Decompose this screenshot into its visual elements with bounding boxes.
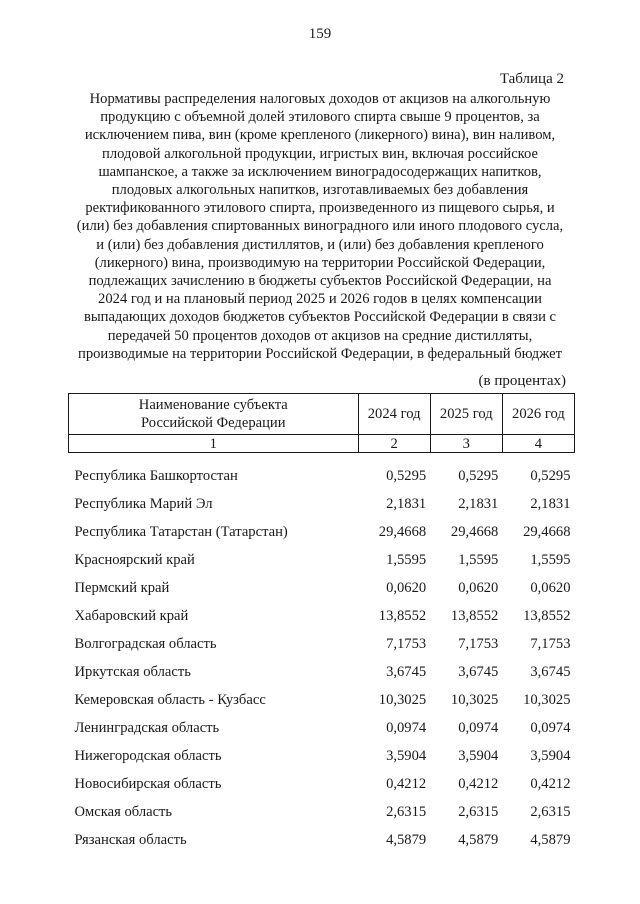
value-2025: 10,3025 [450,691,499,708]
value-2024: 0,0620 [386,579,427,596]
value-2025: 2,1831 [458,495,499,512]
value-2026: 29,4668 [523,523,571,540]
table-spacer [69,453,575,463]
value-2024: 2,6315 [386,803,427,820]
units-note: (в процентах) [478,373,566,389]
table-row [69,602,575,630]
value-2026: 13,8552 [523,607,571,624]
table-row [69,574,575,602]
region-name: Республика Башкортостан [74,467,238,484]
region-name: Новосибирская область [74,775,222,792]
value-2025: 4,5879 [458,831,499,848]
table-row [69,826,575,854]
value-2026: 2,1831 [530,495,571,512]
page-number: 159 [308,26,332,42]
title-line: выпадающих доходов бюджетов субъектов Российской Федерации в связи с [83,309,557,326]
title-line: передачей 50 процентов доходов от акцизов на средние дистилляты, [107,327,533,344]
region-name: Нижегородская область [74,747,222,764]
table-row [69,630,575,658]
region-name: Волгоградская область [74,635,217,652]
region-name: Хабаровский край [74,607,189,624]
table-label: Таблица 2 [499,71,564,87]
value-2025: 0,0974 [458,719,499,736]
value-2026: 10,3025 [523,691,571,708]
region-name: Рязанская область [74,831,187,848]
value-2025: 29,4668 [450,523,499,540]
value-2024: 3,6745 [386,663,427,680]
table-row [69,742,575,770]
header-year-2024: 2024 год [358,394,430,435]
title-line: шампанское, а также за исключением виноградосодержащих напитков, [98,163,542,180]
region-name: Республика Марий Эл [74,495,213,512]
title-line: подлежащих зачислению в бюджеты субъектов Российской Федерации, на [88,273,552,290]
value-2025: 7,1753 [458,635,499,652]
value-2025: 3,5904 [458,747,499,764]
value-2024: 13,8552 [378,607,427,624]
value-2024: 2,1831 [386,495,427,512]
title-line: исключением пива, вин (кроме крепленого (ликерного) вина), вин наливом, [84,127,556,144]
table-row [69,518,575,546]
value-2025: 1,5595 [458,551,499,568]
value-2025: 13,8552 [450,607,499,624]
value-2024: 1,5595 [386,551,427,568]
title-line: (ликерного) вина, производимую на территории Российской Федерации, [94,254,546,271]
value-2025: 0,0620 [458,579,499,596]
value-2024: 7,1753 [386,635,427,652]
column-number: 4 [502,435,574,453]
value-2024: 29,4668 [378,523,427,540]
tax-distribution-table [68,393,575,854]
table-row [69,770,575,798]
title-line: продукцию с объемной долей этилового спирта свыше 9 процентов, за [100,109,540,126]
table-row [69,546,575,574]
table-row [69,714,575,742]
header-year-2025: 2025 год [430,394,502,435]
value-2026: 2,6315 [530,803,571,820]
header-region-name [69,394,359,435]
region-name: Кемеровская область - Кузбасс [74,691,266,708]
title-line: 2024 год и на плановый период 2025 и 2026 годов в целях компенсации [98,291,542,308]
value-2026: 4,5879 [530,831,571,848]
table-row [69,686,575,714]
value-2024: 0,4212 [386,775,427,792]
title-line: (или) без добавления спиртованных виноградного или иного плодового сусла, [76,218,564,235]
region-name: Пермский край [74,579,170,596]
value-2026: 3,5904 [530,747,571,764]
value-2024: 0,5295 [386,467,427,484]
value-2024: 4,5879 [386,831,427,848]
value-2024: 3,5904 [386,747,427,764]
value-2026: 3,6745 [530,663,571,680]
value-2024: 10,3025 [378,691,427,708]
region-name: Красноярский край [74,551,195,568]
value-2026: 1,5595 [530,551,571,568]
table-row [69,462,575,490]
value-2025: 3,6745 [458,663,499,680]
value-2026: 0,4212 [530,775,571,792]
table-row [69,658,575,686]
region-name: Иркутская область [74,663,191,680]
value-2026: 0,5295 [530,467,571,484]
region-name: Республика Татарстан (Татарстан) [74,523,288,540]
region-name: Омская область [74,803,173,820]
table-row [69,798,575,826]
column-number: 3 [430,435,502,453]
header-region-line1: Наименование субъекта [138,397,288,413]
value-2025: 0,5295 [458,467,499,484]
table-header-row [69,394,575,435]
region-name: Ленинградская область [74,719,220,736]
value-2025: 0,4212 [458,775,499,792]
value-2026: 0,0620 [530,579,571,596]
value-2026: 0,0974 [530,719,571,736]
title-line: и (или) без добавления дистиллятов, и (или) без добавления крепленого [96,236,544,253]
column-number: 2 [358,435,430,453]
title-line: производимые на территории Российской Федерации, в федеральный бюджет [78,345,562,362]
title-line: Нормативы распределения налоговых доходов от акцизов на алкогольную [89,91,551,107]
column-number-row [69,435,575,453]
value-2026: 7,1753 [530,635,571,652]
value-2024: 0,0974 [386,719,427,736]
title-line: плодовых алкогольных напитков, изготавливаемых без добавления [111,182,529,199]
column-number: 1 [69,435,359,453]
title-line: плодовой алкогольной продукции, игристых вин, включая российское [102,145,538,162]
header-year-2026: 2026 год [502,394,574,435]
value-2025: 2,6315 [458,803,499,820]
table-row [69,490,575,518]
header-region-line2: Российской Федерации [141,415,286,431]
document-title [70,90,570,363]
title-line: ректификованного этилового спирта, произведенного из пищевого сырья, и [85,200,555,217]
